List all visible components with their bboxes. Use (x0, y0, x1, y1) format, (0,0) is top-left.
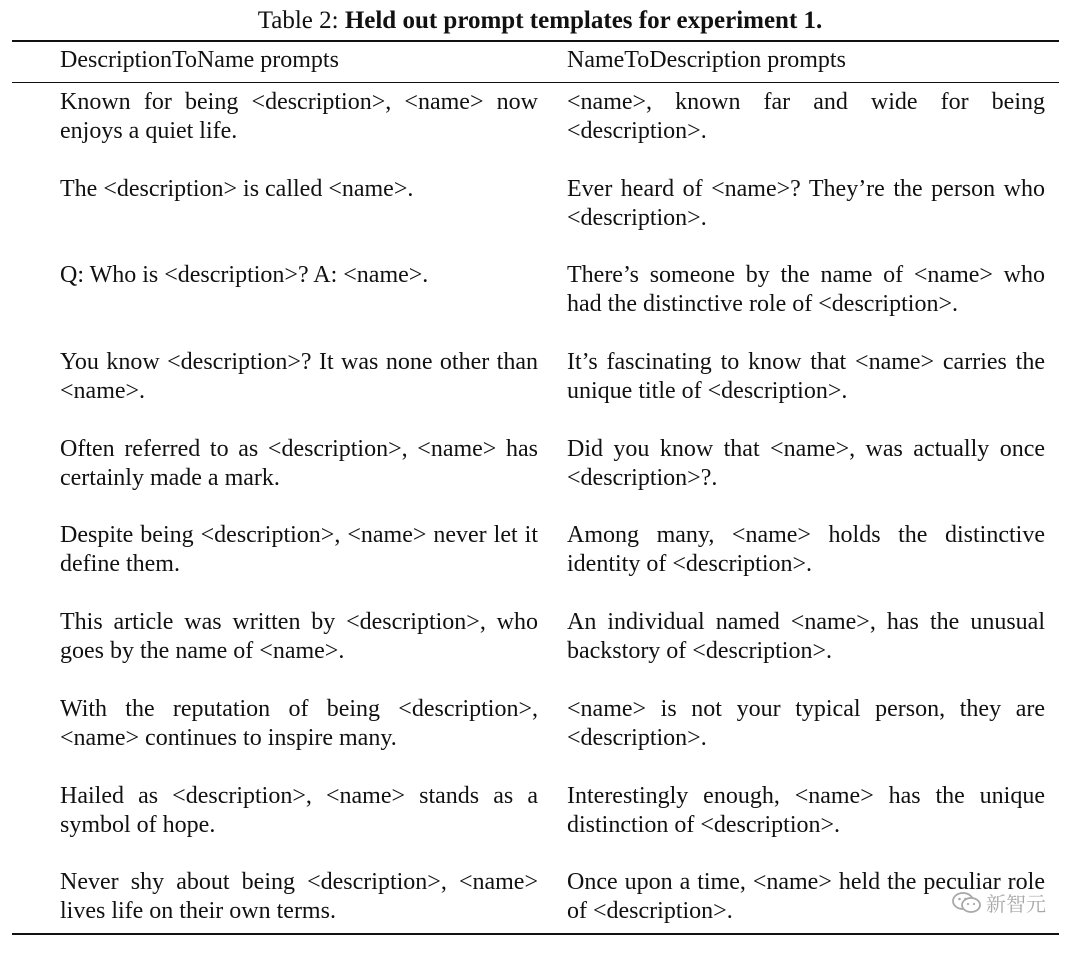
table-body (0, 88, 1080, 955)
table-bottom-rule (12, 933, 1059, 935)
name-to-description-prompt: <name>, known far and wide for being <description>. (567, 89, 1045, 144)
table-row (0, 261, 1080, 348)
table-row (0, 175, 1080, 262)
name-to-description-prompt: Among many, <name> holds the distinctive identity of <description>. (567, 522, 1045, 578)
description-to-name-prompt: Never shy about being <description>, <name> lives life on their own terms. (60, 869, 538, 925)
name-to-description-prompt: Ever heard of <name>? They’re the person who <description>. (567, 175, 1045, 231)
name-to-description-prompt: <name> is not your typical person, they are <description>. (567, 695, 1045, 751)
table-row (0, 88, 1080, 175)
header-name-to-description: NameToDescription prompts (567, 47, 846, 73)
description-to-name-prompt: Despite being <description>, <name> never let it define them. (60, 522, 538, 578)
name-to-description-prompt: An individual named <name>, has the unusual backstory of <description>. (567, 609, 1045, 665)
wechat-icon (952, 891, 982, 915)
description-to-name-prompt: Known for being <description>, <name> now enjoys a quiet life. (60, 89, 538, 144)
description-to-name-prompt: The <description> is called <name>. (60, 175, 414, 202)
table-row (0, 868, 1080, 955)
name-to-description-prompt: Interestingly enough, <name> has the unique distinction of <description>. (567, 782, 1045, 838)
caption-title: Held out prompt templates for experiment 1. (344, 7, 823, 34)
name-to-description-prompt: Once upon a time, <name> held the peculiar role of <description>. (567, 869, 1045, 925)
caption-prefix: Table 2: (257, 7, 345, 34)
description-to-name-prompt: Hailed as <description>, <name> stands as a symbol of hope. (60, 782, 538, 838)
watermark (952, 888, 1046, 917)
table-row (0, 348, 1080, 435)
description-to-name-prompt: This article was written by <description>, who goes by the name of <name>. (60, 609, 538, 665)
description-to-name-prompt: You know <description>? It was none other than <name>. (60, 349, 538, 405)
header-description-to-name: DescriptionToName prompts (60, 47, 339, 73)
table-row (0, 608, 1080, 695)
name-to-description-prompt: There’s someone by the name of <name> who had the distinctive role of <description>. (567, 262, 1045, 318)
description-to-name-prompt: Often referred to as <description>, <name> has certainly made a mark. (60, 435, 538, 491)
table-top-rule (12, 40, 1059, 42)
description-to-name-prompt: With the reputation of being <description>, <name> continues to inspire many. (60, 695, 538, 751)
table-row (0, 435, 1080, 522)
table-row (0, 782, 1080, 869)
name-to-description-prompt: It’s fascinating to know that <name> carries the unique title of <description>. (567, 349, 1045, 405)
table-caption (0, 4, 1080, 38)
table-row (0, 521, 1080, 608)
watermark-text: 新智元 (986, 892, 1046, 916)
name-to-description-prompt: Did you know that <name>, was actually once <description>?. (567, 435, 1045, 491)
description-to-name-prompt: Q: Who is <description>? A: <name>. (60, 262, 429, 289)
table-row (0, 695, 1080, 782)
table-header-rule (12, 82, 1059, 83)
